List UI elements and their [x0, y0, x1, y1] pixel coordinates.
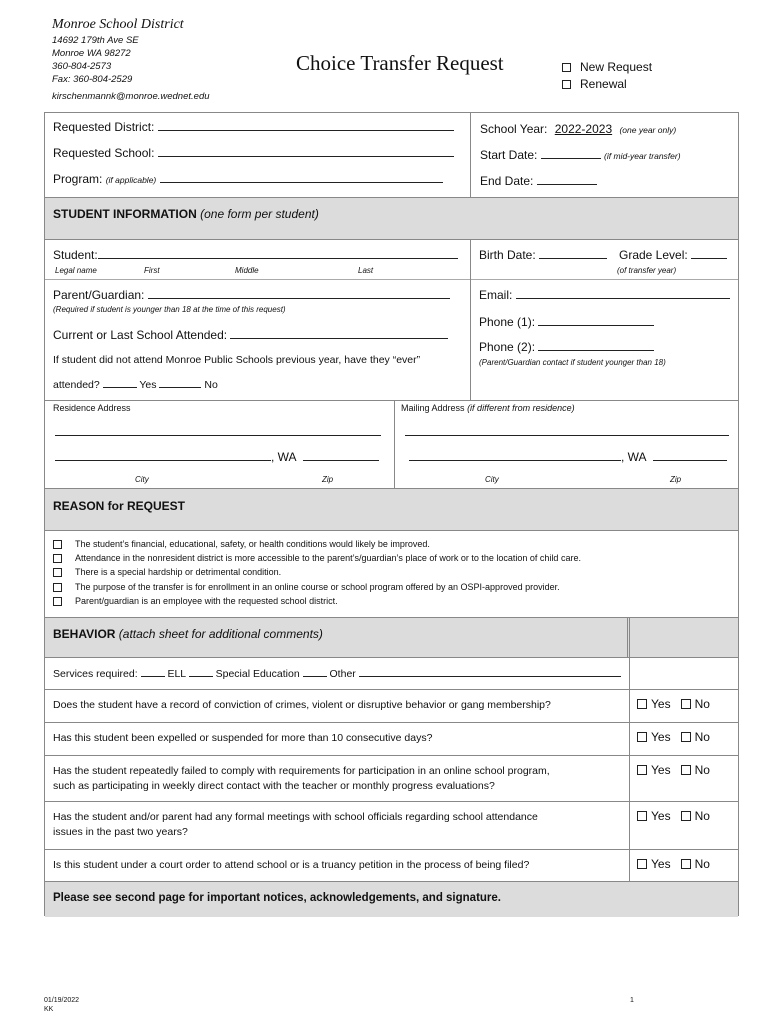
attended-no-label: No	[204, 379, 218, 391]
program-note: (if applicable)	[105, 175, 157, 185]
services-required-field[interactable]	[53, 667, 621, 680]
student-label: Student:	[53, 248, 98, 262]
residence-address-label: Residence Address	[53, 403, 131, 413]
question-3-answer[interactable]	[637, 763, 710, 777]
start-date-note: (if mid-year transfer)	[604, 151, 681, 161]
mailing-city-field[interactable]	[409, 450, 727, 464]
reason-text: The purpose of the transfer is for enrollment in an online course or school program offered by an OSPI-approved provider.	[75, 582, 560, 592]
service-ell: ELL	[167, 668, 186, 680]
footer-initials: KK	[44, 1006, 54, 1013]
mailing-address-title	[401, 403, 575, 413]
reason-item[interactable]	[53, 539, 430, 549]
new-request-option[interactable]	[562, 60, 652, 74]
reason-text: Attendance in the nonresident district is more accessible to the parent’s/guardian’s place of work or to the location of child care.	[75, 553, 581, 563]
start-date-field[interactable]	[480, 148, 681, 162]
service-other: Other	[329, 668, 356, 680]
behavior-question-2: Has this student been expelled or suspended for more than 10 consecutive days?	[53, 732, 433, 744]
mailing-address-label: Mailing Address	[401, 403, 465, 413]
yes-checkbox[interactable]	[637, 699, 647, 709]
yes-checkbox[interactable]	[637, 811, 647, 821]
no-label: No	[694, 809, 710, 823]
district-phone: 360-804-2573	[52, 61, 112, 72]
yes-label: Yes	[651, 697, 671, 711]
attended-yes-label: Yes	[139, 379, 157, 391]
residence-zip-caption: Zip	[322, 475, 334, 484]
parent-guardian-field[interactable]	[53, 288, 450, 302]
new-request-checkbox[interactable]	[562, 63, 571, 72]
behavior-question-1: Does the student have a record of conviction of crimes, violent or disruptive behavior or gang membership?	[53, 699, 551, 711]
phone-note: (Parent/Guardian contact if student younger than 18)	[479, 358, 666, 367]
behavior-note: (attach sheet for additional comments)	[118, 627, 323, 641]
behavior-question-5: Is this student under a court order to attend school or is a truancy petition in the process of being filed?	[53, 859, 530, 871]
middle-name-caption: Middle	[235, 266, 259, 275]
no-label: No	[694, 763, 710, 777]
program-field[interactable]	[53, 172, 443, 186]
mailing-zip-caption: Zip	[670, 475, 682, 484]
yes-checkbox[interactable]	[637, 859, 647, 869]
grade-level-label: Grade Level:	[619, 248, 688, 262]
closing-note: Please see second page for important notices, acknowledgements, and signature.	[53, 892, 501, 904]
school-year-value: 2022-2023	[554, 122, 613, 136]
reason-checkbox[interactable]	[53, 583, 62, 592]
no-label: No	[694, 697, 710, 711]
residence-street-field[interactable]	[55, 426, 381, 439]
attended-label: attended?	[53, 379, 100, 391]
school-year-field	[480, 122, 676, 136]
legal-name-caption: Legal name	[55, 266, 97, 275]
reason-item[interactable]	[53, 553, 581, 563]
current-school-field[interactable]	[53, 328, 448, 342]
mailing-state: , WA	[621, 450, 646, 464]
phone2-field[interactable]	[479, 340, 654, 354]
student-info-title	[53, 207, 319, 221]
district-name: Monroe School District	[52, 17, 184, 32]
end-date-label: End Date:	[480, 174, 534, 188]
yes-label: Yes	[651, 809, 671, 823]
yes-checkbox[interactable]	[637, 765, 647, 775]
reason-text: There is a special hardship or detrimental condition.	[75, 567, 282, 577]
reason-checkbox[interactable]	[53, 540, 62, 549]
birth-date-field[interactable]	[479, 248, 607, 262]
question-4-answer[interactable]	[637, 809, 710, 823]
current-school-label: Current or Last School Attended:	[53, 328, 228, 342]
residence-city-field[interactable]	[55, 450, 379, 464]
school-year-note: (one year only)	[619, 125, 677, 135]
renewal-label: Renewal	[580, 77, 627, 91]
form-title: Choice Transfer Request	[296, 51, 504, 75]
reason-checkbox[interactable]	[53, 568, 62, 577]
end-date-field[interactable]	[480, 174, 597, 188]
renewal-checkbox[interactable]	[562, 80, 571, 89]
requested-school-label: Requested School:	[53, 146, 155, 160]
district-address: 14692 179th Ave SE	[52, 35, 139, 46]
no-checkbox[interactable]	[681, 699, 691, 709]
email-label: Email:	[479, 288, 513, 302]
student-info-note: (one form per student)	[200, 207, 319, 221]
student-name-field[interactable]	[53, 248, 458, 262]
no-checkbox[interactable]	[681, 859, 691, 869]
first-name-caption: First	[144, 266, 160, 275]
renewal-option[interactable]	[562, 77, 627, 91]
yes-label: Yes	[651, 763, 671, 777]
footer-date: 01/19/2022	[44, 997, 80, 1004]
student-info-heading: STUDENT INFORMATION	[53, 207, 197, 221]
reason-text: The student’s financial, educational, safety, or health conditions would likely be improved.	[75, 539, 430, 549]
services-label: Services required:	[53, 668, 138, 680]
residence-state: , WA	[271, 450, 296, 464]
residence-city-caption: City	[135, 475, 149, 484]
question-2-answer[interactable]	[637, 730, 710, 744]
grade-level-field[interactable]	[619, 248, 727, 262]
email-field[interactable]	[479, 288, 730, 302]
start-date-label: Start Date:	[480, 148, 538, 162]
no-checkbox[interactable]	[681, 765, 691, 775]
reason-heading: REASON for REQUEST	[53, 499, 186, 513]
question-5-answer[interactable]	[637, 857, 710, 871]
reason-checkbox[interactable]	[53, 554, 62, 563]
reason-item[interactable]	[53, 567, 281, 577]
district-email: kirschenmannk@monroe.wednet.edu	[52, 91, 210, 102]
district-fax: Fax: 360-804-2529	[52, 74, 133, 85]
no-label: No	[694, 857, 710, 871]
behavior-question-4: Has the student and/or parent had any formal meetings with school officials regarding school attendance issues in the past two years?	[53, 811, 538, 838]
parent-guardian-label: Parent/Guardian:	[53, 288, 145, 302]
parent-guardian-note: (Required if student is younger than 18 at the time of this request)	[53, 305, 286, 314]
phone1-field[interactable]	[479, 315, 654, 329]
school-year-label: School Year:	[480, 122, 548, 136]
no-label: No	[694, 730, 710, 744]
yes-checkbox[interactable]	[637, 732, 647, 742]
behavior-question-3: Has the student repeatedly failed to comply with requirements for participation in an online school program, such as participating in weekly direct contact with the teacher or monthly progress evaluations?	[53, 765, 550, 792]
reason-checkbox[interactable]	[53, 597, 62, 606]
page-number: 1	[630, 997, 634, 1004]
no-checkbox[interactable]	[681, 811, 691, 821]
behavior-title	[53, 627, 323, 641]
reason-item[interactable]	[53, 582, 560, 592]
no-checkbox[interactable]	[681, 732, 691, 742]
transfer-form	[44, 112, 739, 916]
mailing-city-caption: City	[485, 475, 499, 484]
yes-label: Yes	[651, 857, 671, 871]
requested-district-label: Requested District:	[53, 120, 155, 134]
attend-question-answer[interactable]	[53, 378, 218, 391]
requested-school-field[interactable]	[53, 146, 454, 160]
reason-item[interactable]	[53, 596, 338, 606]
attend-question: If student did not attend Monroe Public Schools previous year, have they “ever”	[53, 354, 421, 366]
last-name-caption: Last	[358, 266, 374, 275]
birth-date-label: Birth Date:	[479, 248, 536, 262]
district-city: Monroe WA 98272	[52, 48, 131, 59]
requested-district-field[interactable]	[53, 120, 454, 134]
mailing-street-field[interactable]	[405, 426, 729, 439]
program-label: Program:	[53, 172, 103, 186]
phone2-label: Phone (2):	[479, 340, 536, 354]
grade-level-note: (of transfer year)	[617, 266, 677, 275]
behavior-heading: BEHAVIOR	[53, 627, 116, 641]
phone1-label: Phone (1):	[479, 315, 536, 329]
yes-label: Yes	[651, 730, 671, 744]
service-special-education: Special Education	[215, 668, 300, 680]
mailing-address-note: (if different from residence)	[467, 403, 575, 413]
new-request-label: New Request	[580, 60, 653, 74]
reason-text: Parent/guardian is an employee with the requested school district.	[75, 596, 338, 606]
question-1-answer[interactable]	[637, 697, 710, 711]
